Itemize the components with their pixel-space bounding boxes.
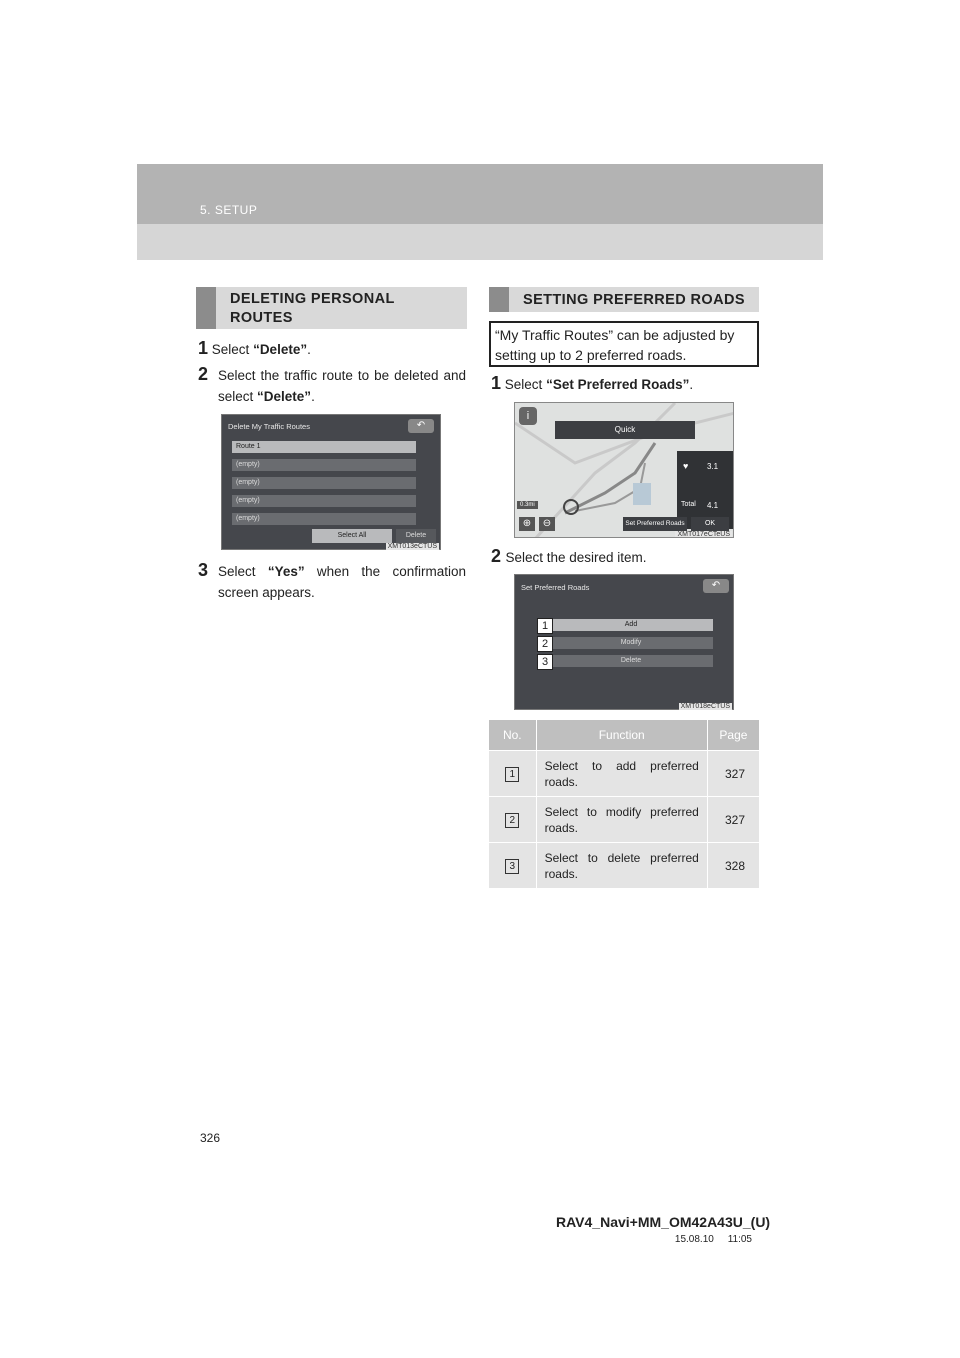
section-label: 5. SETUP xyxy=(200,203,258,217)
heading-bar xyxy=(489,287,509,312)
step-bold: “Set Preferred Roads” xyxy=(546,377,690,392)
page-cell: 327 xyxy=(707,797,759,843)
right-section-heading xyxy=(489,287,759,312)
step-number: 3 xyxy=(198,560,209,580)
total-value: 4.1 xyxy=(707,501,719,510)
callout-number: 3 xyxy=(537,654,553,670)
document-code: RAV4_Navi+MM_OM42A43U_(U) xyxy=(556,1214,771,1230)
step-text: when the confirmation screen appears. xyxy=(218,564,466,600)
function-table xyxy=(489,720,759,888)
zoom-in-icon[interactable]: ⊕ xyxy=(519,517,535,531)
step-text: . xyxy=(307,342,311,357)
number-box: 1 xyxy=(505,767,519,782)
left-section-heading xyxy=(196,287,467,329)
number-box: 3 xyxy=(505,859,519,874)
screen-code: XMT018eCTUS xyxy=(680,703,730,710)
step-text: Select the desired item. xyxy=(505,550,647,565)
note-box: “My Traffic Routes” can be adjusted by setting up to 2 preferred roads. xyxy=(489,321,759,367)
map-scale: 0.3mi xyxy=(517,501,538,509)
right-step-1 xyxy=(491,373,759,395)
col-header-function: Function xyxy=(536,720,707,751)
step-text-block xyxy=(218,561,466,603)
document-timestamp: 15.08.10 11:05 xyxy=(674,1234,752,1245)
left-step-1 xyxy=(198,338,466,360)
page-cell: 327 xyxy=(707,751,759,797)
screen-title: Set Preferred Roads xyxy=(521,583,590,592)
left-heading-line2: ROUTES xyxy=(230,310,293,326)
header-subband xyxy=(137,224,823,260)
table-header-row xyxy=(489,720,759,751)
screen-code: XMT013eCTUS xyxy=(387,543,437,550)
col-header-no: No. xyxy=(489,720,536,751)
function-cell: Select to delete preferred roads. xyxy=(536,843,707,889)
step-text: Select the traffic route to be deleted and select xyxy=(218,368,466,404)
step-text: Select xyxy=(504,377,547,392)
select-all-button[interactable]: Select All xyxy=(312,529,392,543)
map-screen xyxy=(514,402,734,538)
step-text: . xyxy=(311,389,315,404)
table-row xyxy=(489,751,759,797)
step-number: 2 xyxy=(198,364,209,384)
route-row[interactable]: (empty) xyxy=(232,495,416,507)
screen-title: Delete My Traffic Routes xyxy=(228,422,310,431)
add-button[interactable]: Add xyxy=(549,619,713,631)
table-row xyxy=(489,797,759,843)
delete-button[interactable]: Delete xyxy=(549,655,713,667)
ok-button[interactable]: OK xyxy=(691,517,729,531)
delete-routes-screen xyxy=(221,414,441,550)
route-row[interactable]: Route 1 xyxy=(232,441,416,453)
zoom-out-icon[interactable]: ⊖ xyxy=(539,517,555,531)
step-number: 1 xyxy=(491,373,502,393)
total-label: Total xyxy=(681,501,696,508)
step-text: . xyxy=(689,377,694,392)
route-row[interactable]: (empty) xyxy=(232,513,416,525)
info-icon[interactable]: i xyxy=(519,407,537,425)
page-cell: 328 xyxy=(707,843,759,889)
route-row[interactable]: (empty) xyxy=(232,477,416,489)
left-step-2 xyxy=(198,365,466,407)
modify-button[interactable]: Modify xyxy=(549,637,713,649)
set-preferred-roads-button[interactable]: Set Preferred Roads xyxy=(623,517,687,531)
right-heading: SETTING PREFERRED ROADS xyxy=(523,292,745,308)
step-bold: “Delete” xyxy=(253,342,308,357)
heart-icon: ♥ xyxy=(683,461,689,471)
step-text-block xyxy=(218,365,466,407)
step-number: 1 xyxy=(198,338,209,358)
right-step-2 xyxy=(491,546,759,568)
row-number-cell xyxy=(489,751,536,797)
left-heading-line1: DELETING PERSONAL xyxy=(230,291,395,307)
step-bold: “Delete” xyxy=(257,389,312,404)
back-arrow-icon[interactable]: ↶ xyxy=(408,419,434,433)
preferred-roads-screen xyxy=(514,574,734,710)
left-step-3 xyxy=(198,561,466,603)
step-text: Select xyxy=(211,342,254,357)
step-bold: “Yes” xyxy=(267,564,305,579)
row-number-cell xyxy=(489,797,536,843)
heading-bar xyxy=(196,287,216,329)
distance-value: 3.1 xyxy=(707,462,719,471)
delete-button[interactable]: Delete xyxy=(396,529,436,543)
step-text: Select xyxy=(218,564,268,579)
back-arrow-icon[interactable]: ↶ xyxy=(703,579,729,593)
row-number-cell xyxy=(489,843,536,889)
function-cell: Select to add preferred roads. xyxy=(536,751,707,797)
col-header-page: Page xyxy=(707,720,759,751)
screen-code: XMT017eCTeUS xyxy=(677,531,730,538)
route-row[interactable]: (empty) xyxy=(232,459,416,471)
page-number: 326 xyxy=(200,1131,221,1145)
callout-number: 2 xyxy=(537,636,553,652)
table-row xyxy=(489,843,759,889)
number-box: 2 xyxy=(505,813,519,828)
step-number: 2 xyxy=(491,546,502,566)
quick-route-banner[interactable]: Quick xyxy=(555,421,695,439)
callout-number: 1 xyxy=(537,618,553,634)
function-cell: Select to modify preferred roads. xyxy=(536,797,707,843)
